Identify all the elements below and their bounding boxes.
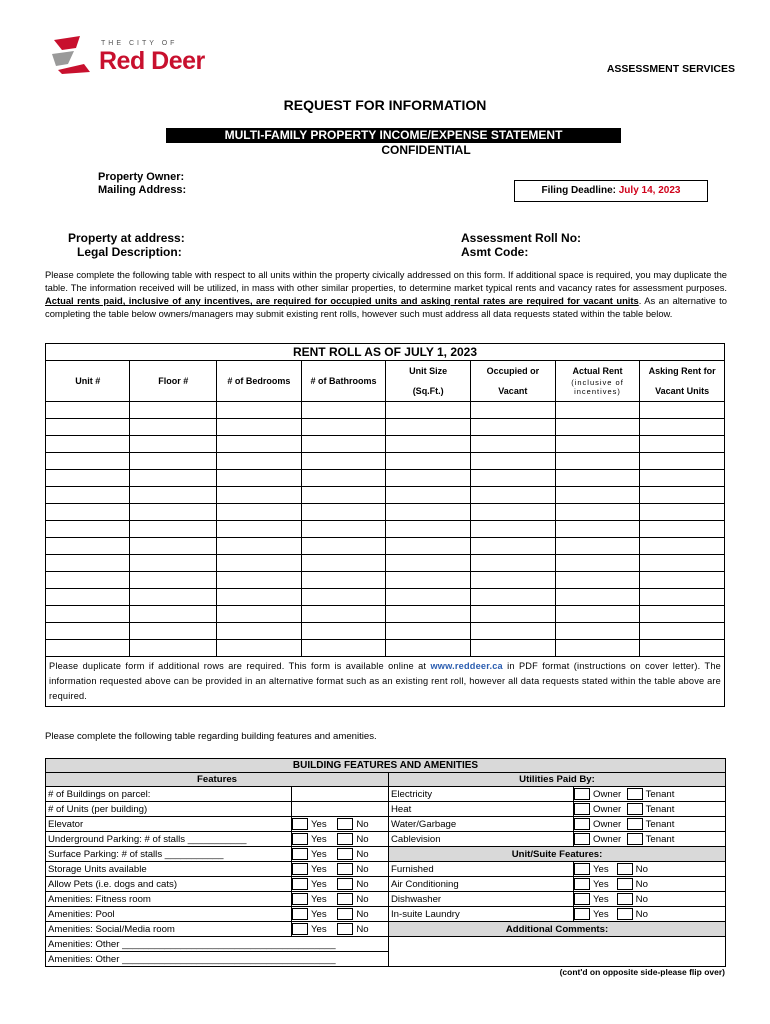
table-cell-input[interactable] bbox=[46, 504, 130, 521]
table-cell-input[interactable] bbox=[470, 572, 555, 589]
no-checkbox[interactable] bbox=[337, 893, 353, 905]
table-row bbox=[46, 521, 725, 538]
additional-comments-header: Additional Comments: bbox=[389, 922, 726, 937]
table-cell-input[interactable] bbox=[216, 402, 301, 419]
table-cell-input[interactable] bbox=[470, 419, 555, 436]
table-cell-input[interactable] bbox=[470, 640, 555, 657]
table-cell-input[interactable] bbox=[470, 623, 555, 640]
owner-checkbox[interactable] bbox=[574, 803, 590, 815]
yes-checkbox[interactable] bbox=[292, 833, 308, 845]
table-cell-input[interactable] bbox=[216, 606, 301, 623]
table-row bbox=[46, 640, 725, 657]
yes-checkbox[interactable] bbox=[574, 908, 590, 920]
table-row bbox=[46, 606, 725, 623]
suite-label: Furnished bbox=[389, 862, 574, 877]
property-owner-label: Property Owner: bbox=[98, 171, 185, 183]
no-checkbox[interactable] bbox=[617, 878, 633, 890]
table-row bbox=[46, 623, 725, 640]
no-checkbox[interactable] bbox=[617, 908, 633, 920]
table-cell-input[interactable] bbox=[130, 606, 217, 623]
yes-checkbox[interactable] bbox=[292, 908, 308, 920]
table-cell-input[interactable] bbox=[555, 589, 640, 606]
yes-checkbox[interactable] bbox=[292, 893, 308, 905]
table-cell-input[interactable] bbox=[555, 470, 640, 487]
table-row bbox=[46, 504, 725, 521]
table-cell-input[interactable] bbox=[470, 487, 555, 504]
table-cell-input[interactable] bbox=[130, 470, 217, 487]
website-link[interactable]: www.reddeer.ca bbox=[430, 661, 503, 671]
table-cell-input[interactable] bbox=[640, 453, 725, 470]
table-cell-input[interactable] bbox=[130, 572, 217, 589]
suite-label: Air Conditioning bbox=[389, 877, 574, 892]
table-cell-input[interactable] bbox=[640, 623, 725, 640]
table-cell-input[interactable] bbox=[386, 521, 471, 538]
features-header: Features bbox=[46, 773, 389, 787]
table-row bbox=[46, 436, 725, 453]
table-cell-input[interactable] bbox=[301, 555, 386, 572]
utility-owner-tenant: Owner Tenant bbox=[574, 832, 726, 847]
table-row bbox=[46, 487, 725, 504]
table-cell-input[interactable] bbox=[216, 640, 301, 657]
table-cell-input[interactable] bbox=[301, 538, 386, 555]
unit-features-header: Unit/Suite Features: bbox=[389, 847, 726, 862]
filing-deadline-box bbox=[514, 180, 708, 202]
table-cell-input[interactable] bbox=[386, 640, 471, 657]
elevator-label: Elevator bbox=[46, 817, 292, 832]
buildings-label: # of Buildings on parcel: bbox=[46, 787, 292, 802]
tenant-checkbox[interactable] bbox=[627, 818, 643, 830]
fitness-yes-no: Yes No bbox=[292, 892, 389, 907]
table-cell-input[interactable] bbox=[640, 538, 725, 555]
table-cell-input[interactable] bbox=[46, 640, 130, 657]
table-cell-input[interactable] bbox=[216, 521, 301, 538]
table-cell-input[interactable] bbox=[46, 470, 130, 487]
tenant-checkbox[interactable] bbox=[627, 833, 643, 845]
table-cell-input[interactable] bbox=[46, 606, 130, 623]
yes-checkbox[interactable] bbox=[292, 878, 308, 890]
table-cell-input[interactable] bbox=[216, 487, 301, 504]
mailing-address-label: Mailing Address: bbox=[98, 184, 187, 196]
table-cell-input[interactable] bbox=[470, 504, 555, 521]
building-features-table bbox=[45, 758, 726, 967]
no-checkbox[interactable] bbox=[617, 893, 633, 905]
table-cell-input[interactable] bbox=[470, 606, 555, 623]
tenant-checkbox[interactable] bbox=[627, 803, 643, 815]
table-cell-input[interactable] bbox=[301, 470, 386, 487]
utility-label: Water/Garbage bbox=[389, 817, 574, 832]
table-cell-input[interactable] bbox=[216, 470, 301, 487]
table-cell-input[interactable] bbox=[301, 419, 386, 436]
table-cell-input[interactable] bbox=[301, 589, 386, 606]
yes-checkbox[interactable] bbox=[574, 878, 590, 890]
storage-yes-no: Yes No bbox=[292, 862, 389, 877]
no-checkbox[interactable] bbox=[337, 878, 353, 890]
table-cell-input[interactable] bbox=[555, 572, 640, 589]
confidential-label: CONFIDENTIAL bbox=[381, 143, 471, 157]
features-title: BUILDING FEATURES AND AMENITIES bbox=[46, 759, 726, 773]
table-row bbox=[46, 589, 725, 606]
table-cell-input[interactable] bbox=[386, 436, 471, 453]
suite-yes-no: Yes No bbox=[574, 892, 726, 907]
rent-roll-table bbox=[45, 343, 725, 707]
no-checkbox[interactable] bbox=[337, 908, 353, 920]
utility-label: Electricity bbox=[389, 787, 574, 802]
utility-owner-tenant: Owner Tenant bbox=[574, 817, 726, 832]
table-cell-input[interactable] bbox=[386, 538, 471, 555]
table-cell-input[interactable] bbox=[130, 555, 217, 572]
owner-checkbox[interactable] bbox=[574, 833, 590, 845]
utility-label: Heat bbox=[389, 802, 574, 817]
table-cell-input[interactable] bbox=[470, 555, 555, 572]
table-cell-input[interactable] bbox=[640, 436, 725, 453]
utility-owner-tenant: Owner Tenant bbox=[574, 802, 726, 817]
asmt-code-label: Asmt Code: bbox=[461, 245, 529, 259]
logo-city-name: Red Deer bbox=[99, 47, 205, 75]
table-cell-input[interactable] bbox=[130, 453, 217, 470]
table-cell-input[interactable] bbox=[130, 436, 217, 453]
table-cell-input[interactable] bbox=[46, 436, 130, 453]
yes-checkbox[interactable] bbox=[292, 848, 308, 860]
table-cell-input[interactable] bbox=[46, 402, 130, 419]
fitness-label: Amenities: Fitness room bbox=[46, 892, 292, 907]
table-cell-input[interactable] bbox=[640, 589, 725, 606]
suite-yes-no: Yes No bbox=[574, 877, 726, 892]
table-cell-input[interactable] bbox=[130, 504, 217, 521]
buildings-input[interactable] bbox=[292, 787, 389, 802]
table-cell-input[interactable] bbox=[130, 419, 217, 436]
table-row bbox=[46, 453, 725, 470]
no-checkbox[interactable] bbox=[337, 818, 353, 830]
property-address-label: Property at address: bbox=[68, 231, 185, 245]
table-cell-input[interactable] bbox=[216, 504, 301, 521]
table-cell-input[interactable] bbox=[46, 453, 130, 470]
form-subtitle: MULTI-FAMILY PROPERTY INCOME/EXPENSE STATEMENT bbox=[166, 128, 621, 143]
table-cell-input[interactable] bbox=[640, 521, 725, 538]
social-yes-no: Yes No bbox=[292, 922, 389, 937]
col-occupied: Occupied or Vacant bbox=[470, 361, 555, 402]
legal-description-label: Legal Description: bbox=[77, 245, 182, 259]
table-cell-input[interactable] bbox=[130, 521, 217, 538]
table-cell-input[interactable] bbox=[216, 436, 301, 453]
suite-yes-no: Yes No bbox=[574, 862, 726, 877]
department-label: ASSESSMENT SERVICES bbox=[606, 63, 735, 75]
other-amenity-2[interactable]: Amenities: Other ________________________________________ bbox=[46, 952, 389, 967]
table-cell-input[interactable] bbox=[386, 623, 471, 640]
city-logo-icon bbox=[50, 34, 94, 74]
no-checkbox[interactable] bbox=[337, 863, 353, 875]
table-cell-input[interactable] bbox=[640, 555, 725, 572]
table-cell-input[interactable] bbox=[555, 623, 640, 640]
table-cell-input[interactable] bbox=[216, 572, 301, 589]
table-cell-input[interactable] bbox=[301, 436, 386, 453]
elevator-yes-no: Yes No bbox=[292, 817, 389, 832]
table-cell-input[interactable] bbox=[386, 487, 471, 504]
tenant-checkbox[interactable] bbox=[627, 788, 643, 800]
table-cell-input[interactable] bbox=[130, 487, 217, 504]
table-cell-input[interactable] bbox=[46, 521, 130, 538]
no-checkbox[interactable] bbox=[337, 923, 353, 935]
table-cell-input[interactable] bbox=[386, 402, 471, 419]
suite-label: Dishwasher bbox=[389, 892, 574, 907]
utilities-header: Utilities Paid By: bbox=[389, 773, 726, 787]
col-unit-size: Unit Size (Sq.Ft.) bbox=[386, 361, 471, 402]
table-cell-input[interactable] bbox=[386, 589, 471, 606]
table-cell-input[interactable] bbox=[301, 402, 386, 419]
continued-note: (cont'd on opposite side-please flip over) bbox=[559, 967, 725, 977]
table-cell-input[interactable] bbox=[640, 470, 725, 487]
table-cell-input[interactable] bbox=[555, 555, 640, 572]
table-cell-input[interactable] bbox=[640, 572, 725, 589]
table-cell-input[interactable] bbox=[386, 606, 471, 623]
table-cell-input[interactable] bbox=[216, 589, 301, 606]
table-cell-input[interactable] bbox=[46, 623, 130, 640]
table-cell-input[interactable] bbox=[555, 436, 640, 453]
table-cell-input[interactable] bbox=[470, 436, 555, 453]
table-cell-input[interactable] bbox=[470, 521, 555, 538]
filing-deadline-date: July 14, 2023 bbox=[618, 185, 681, 196]
table-cell-input[interactable] bbox=[130, 538, 217, 555]
table-cell-input[interactable] bbox=[555, 606, 640, 623]
table-cell-input[interactable] bbox=[130, 623, 217, 640]
table-row bbox=[46, 470, 725, 487]
table-cell-input[interactable] bbox=[640, 504, 725, 521]
pets-label: Allow Pets (i.e. dogs and cats) bbox=[46, 877, 292, 892]
table-cell-input[interactable] bbox=[216, 538, 301, 555]
underground-yes-no: Yes No bbox=[292, 832, 389, 847]
table-cell-input[interactable] bbox=[640, 606, 725, 623]
no-checkbox[interactable] bbox=[617, 863, 633, 875]
col-asking-rent: Asking Rent for Vacant Units bbox=[640, 361, 725, 402]
assessment-roll-label: Assessment Roll No: bbox=[461, 231, 582, 245]
yes-checkbox[interactable] bbox=[292, 863, 308, 875]
table-cell-input[interactable] bbox=[301, 453, 386, 470]
units-label: # of Units (per building) bbox=[46, 802, 292, 817]
table-row bbox=[46, 572, 725, 589]
storage-label: Storage Units available bbox=[46, 862, 292, 877]
table-cell-input[interactable] bbox=[470, 589, 555, 606]
col-bathrooms: # of Bathrooms bbox=[301, 361, 386, 402]
table-cell-input[interactable] bbox=[386, 504, 471, 521]
suite-label: In-suite Laundry bbox=[389, 907, 574, 922]
pets-yes-no: Yes No bbox=[292, 877, 389, 892]
table-cell-input[interactable] bbox=[555, 487, 640, 504]
table-cell-input[interactable] bbox=[555, 521, 640, 538]
utility-owner-tenant: Owner Tenant bbox=[574, 787, 726, 802]
underground-parking-label: Underground Parking: # of stalls ___________ bbox=[46, 832, 292, 847]
yes-checkbox[interactable] bbox=[292, 923, 308, 935]
table-cell-input[interactable] bbox=[216, 453, 301, 470]
table-cell-input[interactable] bbox=[555, 538, 640, 555]
owner-checkbox[interactable] bbox=[574, 818, 590, 830]
table-cell-input[interactable] bbox=[301, 606, 386, 623]
col-floor: Floor # bbox=[130, 361, 217, 402]
table-cell-input[interactable] bbox=[640, 419, 725, 436]
table-cell-input[interactable] bbox=[640, 402, 725, 419]
logo-small-text: THE CITY OF bbox=[101, 40, 178, 47]
table-cell-input[interactable] bbox=[46, 538, 130, 555]
table-cell-input[interactable] bbox=[470, 538, 555, 555]
additional-comments-field[interactable] bbox=[389, 937, 726, 967]
table-cell-input[interactable] bbox=[216, 555, 301, 572]
table-row bbox=[46, 538, 725, 555]
table-cell-input[interactable] bbox=[46, 419, 130, 436]
pool-label: Amenities: Pool bbox=[46, 907, 292, 922]
surface-yes-no: Yes No bbox=[292, 847, 389, 862]
owner-checkbox[interactable] bbox=[574, 788, 590, 800]
table-cell-input[interactable] bbox=[216, 623, 301, 640]
no-checkbox[interactable] bbox=[337, 833, 353, 845]
table-cell-input[interactable] bbox=[555, 640, 640, 657]
table-cell-input[interactable] bbox=[216, 419, 301, 436]
table-cell-input[interactable] bbox=[301, 572, 386, 589]
table-cell-input[interactable] bbox=[470, 453, 555, 470]
table-cell-input[interactable] bbox=[470, 470, 555, 487]
instructions-paragraph: Please complete the following table with respect to all units within the property civically addressed on this form. If additional space is required, you may duplicate the table. The information received will be utilized, in mass with other similar properties, to determine market typical rents and vacancy rates for assessment purposes. Actual rents paid, inclusive of any incentives, are required for occupied units and asking rental rates are required for vacant units. As an alternative to completing the table below owners/managers may submit existing rent rolls, however such must address all data requests stated within the table below. bbox=[45, 269, 727, 319]
table-cell-input[interactable] bbox=[130, 640, 217, 657]
table-cell-input[interactable] bbox=[130, 402, 217, 419]
utility-label: Cablevision bbox=[389, 832, 574, 847]
table-cell-input[interactable] bbox=[130, 589, 217, 606]
table-cell-input[interactable] bbox=[640, 487, 725, 504]
surface-parking-label: Surface Parking: # of stalls ___________ bbox=[46, 847, 292, 862]
yes-checkbox[interactable] bbox=[574, 893, 590, 905]
yes-checkbox[interactable] bbox=[292, 818, 308, 830]
suite-yes-no: Yes No bbox=[574, 907, 726, 922]
page-title: REQUEST FOR INFORMATION bbox=[283, 97, 487, 113]
filing-deadline-label: Filing Deadline: bbox=[541, 185, 616, 196]
social-label: Amenities: Social/Media room bbox=[46, 922, 292, 937]
yes-checkbox[interactable] bbox=[574, 863, 590, 875]
pool-yes-no: Yes No bbox=[292, 907, 389, 922]
table-cell-input[interactable] bbox=[46, 589, 130, 606]
table-row bbox=[46, 402, 725, 419]
rent-roll-note: Please duplicate form if additional rows are required. This form is available online at www.reddeer.ca in PDF format (instructions on cover letter). The information requested above can be provided in an alternative format such as an existing rent roll, however all data requests stated within the table above are required. bbox=[46, 657, 725, 707]
table-cell-input[interactable] bbox=[555, 504, 640, 521]
table-cell-input[interactable] bbox=[470, 402, 555, 419]
table-cell-input[interactable] bbox=[555, 453, 640, 470]
table-cell-input[interactable] bbox=[386, 470, 471, 487]
table-row bbox=[46, 555, 725, 572]
rent-roll-title: RENT ROLL AS OF JULY 1, 2023 bbox=[46, 344, 725, 361]
table-cell-input[interactable] bbox=[555, 402, 640, 419]
table-cell-input[interactable] bbox=[301, 504, 386, 521]
table-cell-input[interactable] bbox=[386, 555, 471, 572]
col-unit: Unit # bbox=[46, 361, 130, 402]
table-row bbox=[46, 419, 725, 436]
table-cell-input[interactable] bbox=[46, 487, 130, 504]
table-cell-input[interactable] bbox=[555, 419, 640, 436]
table-cell-input[interactable] bbox=[46, 572, 130, 589]
units-input[interactable] bbox=[292, 802, 389, 817]
table-cell-input[interactable] bbox=[386, 419, 471, 436]
features-intro: Please complete the following table regarding building features and amenities. bbox=[45, 731, 377, 742]
table-cell-input[interactable] bbox=[386, 453, 471, 470]
table-cell-input[interactable] bbox=[640, 640, 725, 657]
table-cell-input[interactable] bbox=[46, 555, 130, 572]
col-actual-rent: Actual Rent (inclusive of incentives) bbox=[555, 361, 640, 402]
table-cell-input[interactable] bbox=[301, 640, 386, 657]
col-bedrooms: # of Bedrooms bbox=[216, 361, 301, 402]
other-amenity-1[interactable]: Amenities: Other ________________________________________ bbox=[46, 937, 389, 952]
table-cell-input[interactable] bbox=[301, 521, 386, 538]
table-cell-input[interactable] bbox=[386, 572, 471, 589]
table-cell-input[interactable] bbox=[301, 623, 386, 640]
no-checkbox[interactable] bbox=[337, 848, 353, 860]
table-cell-input[interactable] bbox=[301, 487, 386, 504]
